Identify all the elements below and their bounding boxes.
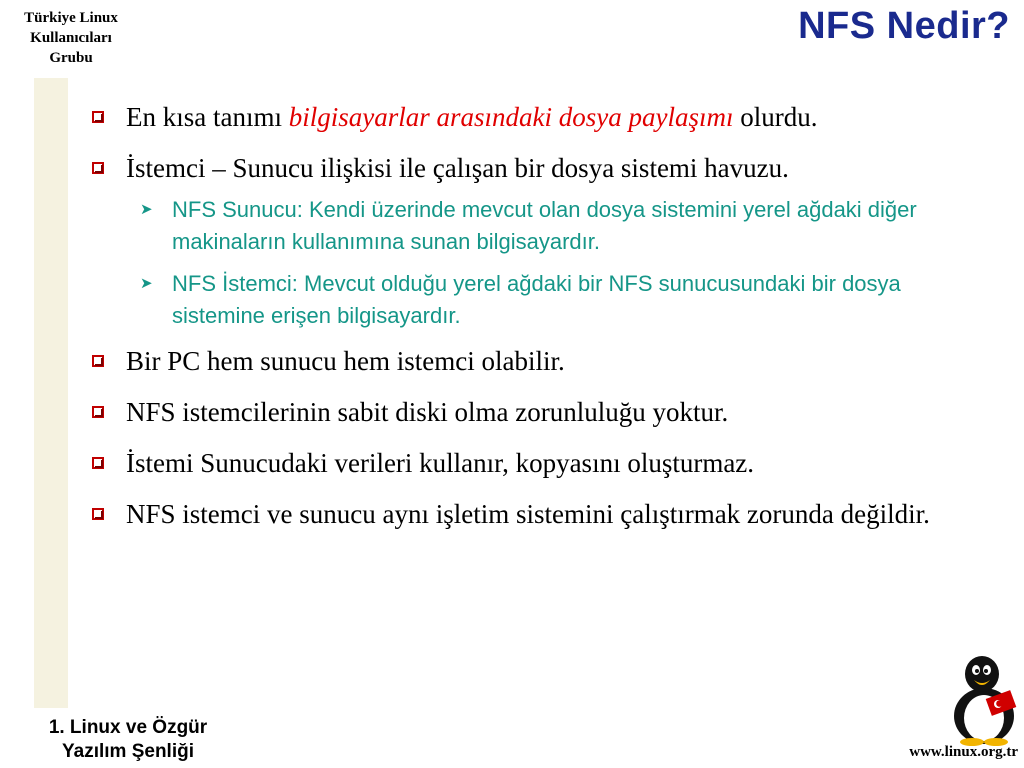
slide-content xyxy=(90,98,990,546)
org-name-line1: Türkiye Linux xyxy=(24,10,118,26)
sub-bullet-text: NFS İstemci: Mevcut olduğu yerel ağdaki bir NFS sunucusundaki bir dosya sistemine erişen bilgisayardır. xyxy=(172,271,901,328)
bullet-text: olurdu. xyxy=(733,102,818,132)
bullet-item xyxy=(90,495,990,533)
org-name-line3: Grubu xyxy=(49,50,93,66)
square-bullet-icon xyxy=(92,355,104,367)
arrowhead-bullet-icon: ➤ xyxy=(140,275,153,292)
sub-bullet-text: NFS Sunucu: Kendi üzerinde mevcut olan dosya sistemini yerel ağdaki diğer makinaların kullanımına sunan bilgisayardır. xyxy=(172,197,917,254)
event-name xyxy=(10,716,246,764)
bullet-text: Bir PC hem sunucu hem istemci olabilir. xyxy=(126,346,565,376)
slide-title: NFS Nedir? xyxy=(798,5,1010,47)
bullet-text: İstemi Sunucudaki verileri kullanır, kopyasını oluşturmaz. xyxy=(126,448,755,478)
bullet-highlight: bilgisayarlar arasındaki dosya paylaşımı xyxy=(288,102,734,132)
bullet-item xyxy=(90,393,990,431)
square-bullet-icon xyxy=(92,457,104,469)
website-url: www.linux.org.tr xyxy=(909,744,1018,760)
event-name-line1: 1. Linux ve Özgür xyxy=(48,717,208,738)
bullet-text: En kısa tanımı xyxy=(126,102,289,132)
bullet-item xyxy=(90,149,990,187)
square-bullet-icon xyxy=(92,508,104,520)
decorative-side-bar xyxy=(34,78,68,708)
square-bullet-icon xyxy=(92,162,104,174)
sub-bullet-item xyxy=(90,194,990,258)
bullet-text: NFS istemcilerinin sabit diski olma zorunluluğu yoktur. xyxy=(126,397,729,427)
org-name xyxy=(10,8,132,68)
arrowhead-bullet-icon: ➤ xyxy=(140,201,153,218)
bullet-item xyxy=(90,98,990,136)
bullet-text: İstemci – Sunucu ilişkisi ile çalışan bir dosya sistemi havuzu. xyxy=(126,153,789,183)
event-name-line2: Yazılım Şenliği xyxy=(62,741,194,762)
square-bullet-icon xyxy=(92,111,104,123)
bullet-text: NFS istemci ve sunucu aynı işletim sistemini çalıştırmak zorunda değildir. xyxy=(126,499,930,529)
bullet-item xyxy=(90,342,990,380)
org-name-line2: Kullanıcıları xyxy=(30,30,112,46)
sub-bullet-list xyxy=(90,194,990,332)
bullet-item xyxy=(90,444,990,482)
square-bullet-icon xyxy=(92,406,104,418)
sub-bullet-item xyxy=(90,268,990,332)
penguin-logo-icon xyxy=(944,654,1024,746)
